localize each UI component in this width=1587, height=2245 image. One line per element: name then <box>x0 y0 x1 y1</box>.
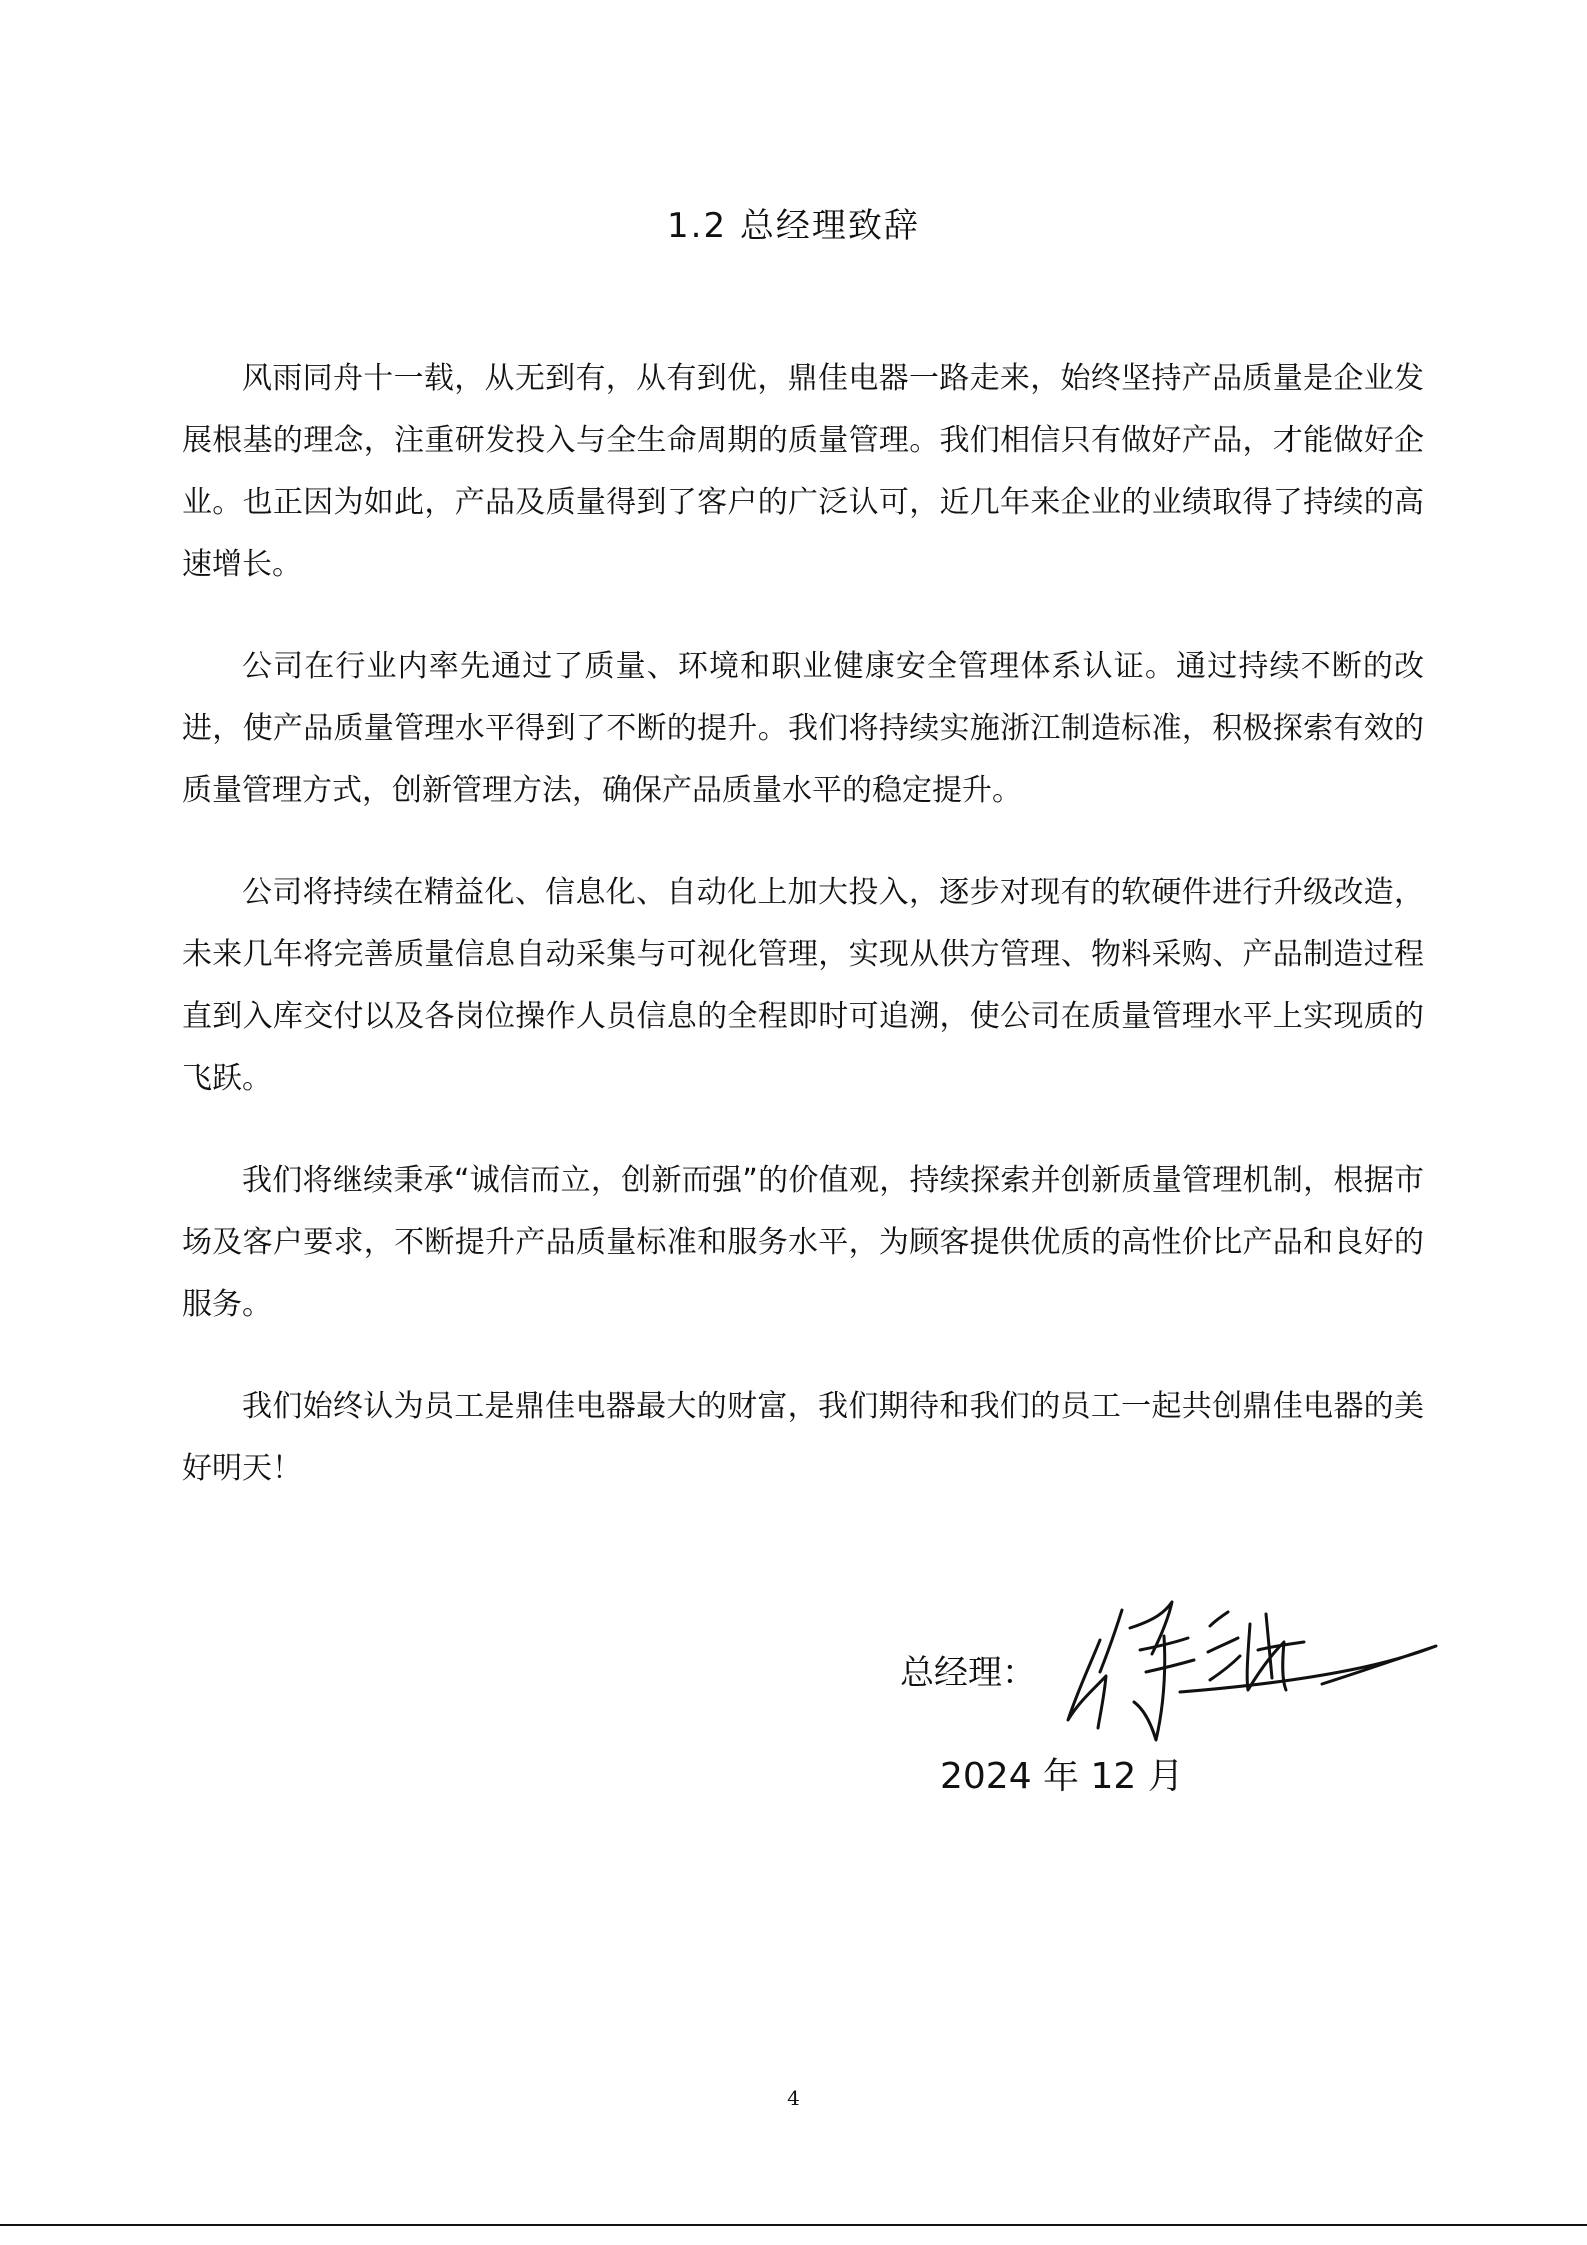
paragraph: 公司在行业内率先通过了质量、环境和职业健康安全管理体系认证。通过持续不断的改进，使产品质量管理水平得到了不断的提升。我们将持续实施浙江制造标准，积极探索有效的质量管理方式，创新管理方法，确保产品质量水平的稳定提升。 <box>182 649 1424 808</box>
signature-date: 2024 年 12 月 <box>940 1756 1184 1797</box>
paragraph: 风雨同舟十一载，从无到有，从有到优，鼎佳电器一路走来，始终坚持产品质量是企业发展根基的理念，注重研发投入与全生命周期的质量管理。我们相信只有做好产品，才能做好企业。也正因为如此，产品及质量得到了客户的广泛认可，近几年来企业的业绩取得了持续的高速增长。 <box>182 361 1424 582</box>
letter-body <box>182 348 1424 1540</box>
paragraph: 我们始终认为员工是鼎佳电器最大的财富，我们期待和我们的员工一起共创鼎佳电器的美好明天！ <box>182 1389 1424 1486</box>
section-title: 1.2 总经理致辞 <box>667 206 920 246</box>
paragraph: 我们将继续秉承“诚信而立，创新而强”的价值观，持续探索并创新质量管理机制，根据市场及客户要求，不断提升产品质量标准和服务水平，为顾客提供优质的高性价比产品和良好的服务。 <box>182 1163 1424 1322</box>
page-number: 4 <box>787 2086 800 2110</box>
signature-label: 总经理： <box>900 1653 1036 1693</box>
footer-divider <box>0 2224 1587 2226</box>
handwritten-signature <box>1060 1580 1440 1750</box>
paragraph: 公司将持续在精益化、信息化、自动化上加大投入，逐步对现有的软硬件进行升级改造，未来几年将完善质量信息自动采集与可视化管理，实现从供方管理、物料采购、产品制造过程直到入库交付以及各岗位操作人员信息的全程即时可追溯，使公司在质量管理水平上实现质的飞跃。 <box>182 875 1424 1096</box>
